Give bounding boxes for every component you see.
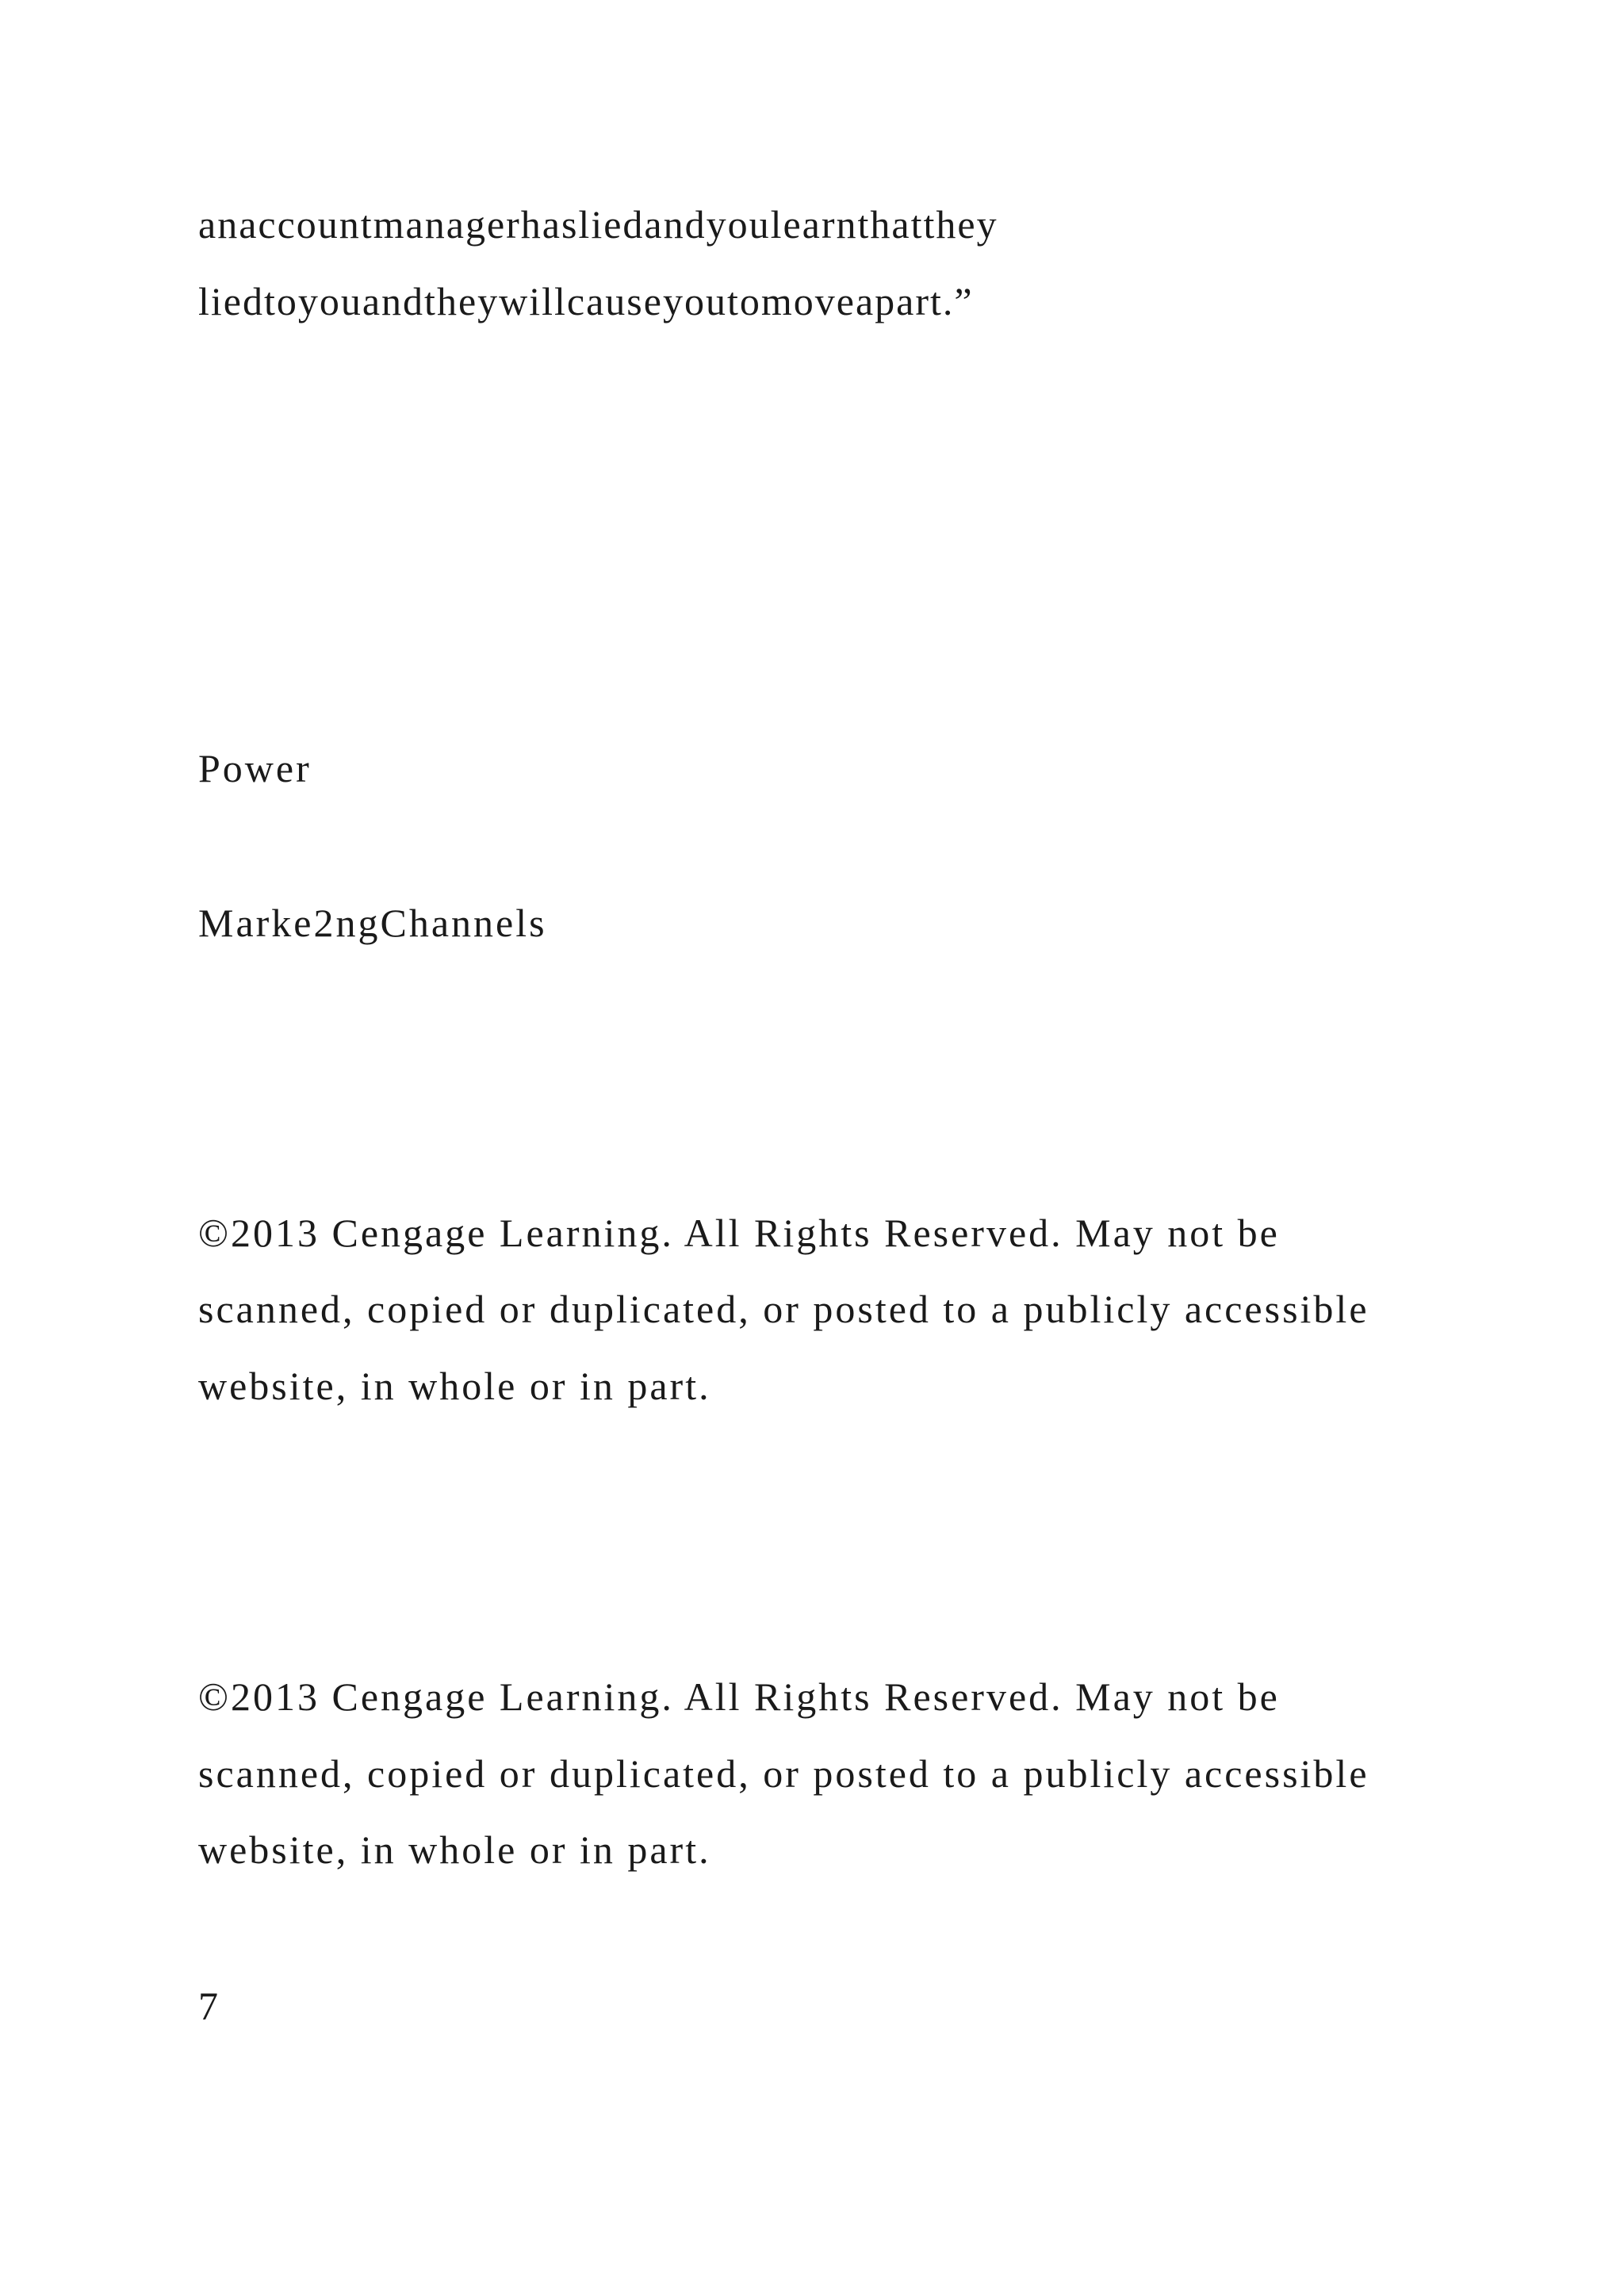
copyright-line: scanned, copied or duplicated, or posted to a publicly accessible: [198, 1287, 1369, 1331]
copyright-line: website, in whole or in part.: [198, 1827, 711, 1872]
copyright-line: website, in whole or in part.: [198, 1364, 711, 1408]
quote-line-2: liedtoyouandtheywillcauseyoutomoveapart.”: [198, 279, 974, 323]
page-number: 7: [198, 1984, 220, 2028]
quote-line-1: anaccountmanagerhasliedandyoulearnthatthey: [198, 202, 998, 247]
copyright-line: scanned, copied or duplicated, or posted to a publicly accessible: [198, 1751, 1369, 1796]
copyright-line: ©2013 Cengage Learning. All Rights Reserved. May not be: [198, 1674, 1280, 1719]
copyright-line: ©2013 Cengage Learning. All Rights Reserved. May not be: [198, 1211, 1280, 1255]
section-heading: Power: [198, 746, 312, 790]
course-title: Marke2ngChannels: [198, 901, 547, 945]
